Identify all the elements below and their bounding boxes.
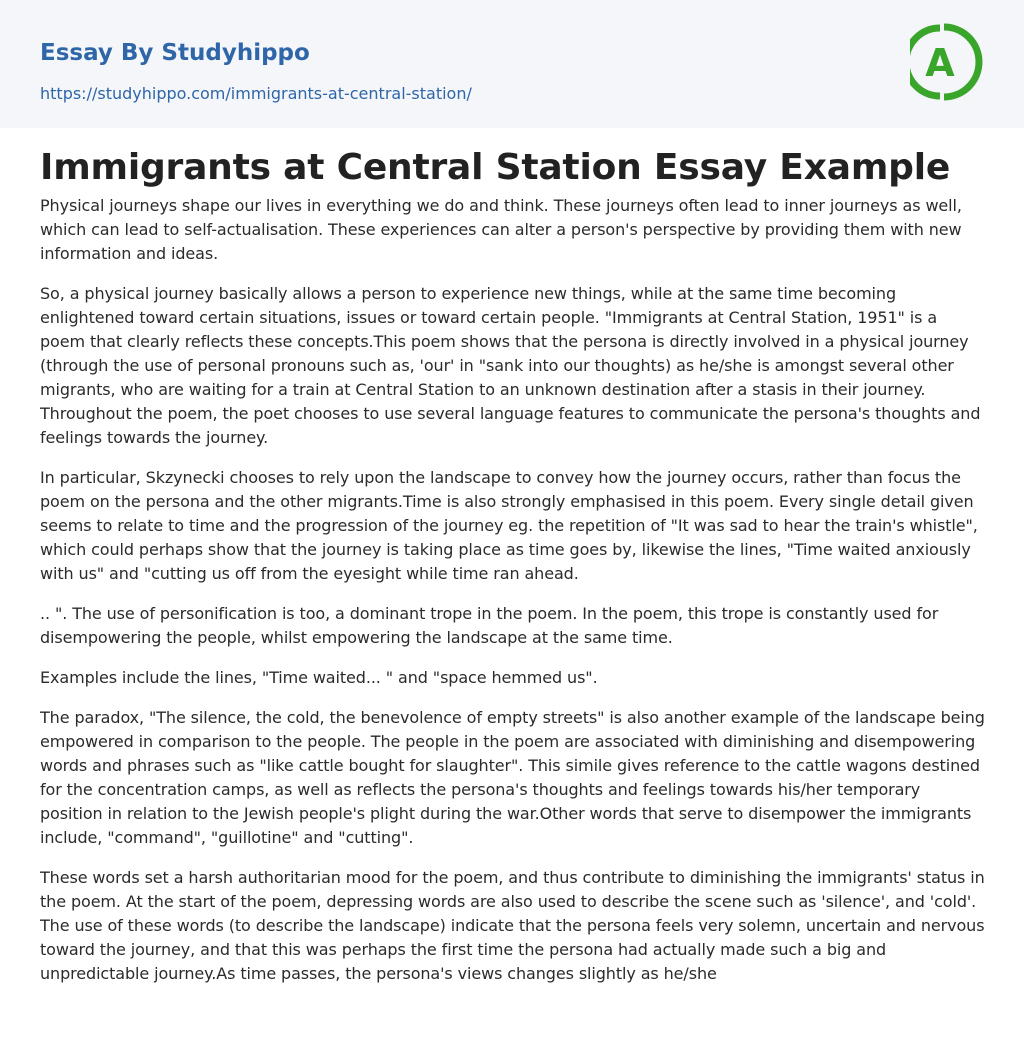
essay-paragraph: The paradox, "The silence, the cold, the benevolence of empty streets" is also another example of the landscape being empowered in comparison to the people. The people in the poem are associated with diminishing and disempowering words and phrases such as "like cattle bought for slaughter". This simile gives reference to the cattle wagons destined for the concentration camps, as well as reflects the persona's thoughts and feelings towards his/her temporary position in relation to the Jewish people's plight during the war.Other words that serve to disempower the immigrants include, "command", "guillotine" and "cutting".	[40, 708, 985, 847]
site-brand[interactable]: Essay By Studyhippo	[40, 40, 310, 66]
essay-body	[40, 194, 986, 1002]
essay-paragraph: Physical journeys shape our lives in everything we do and think. These journeys often lead to inner journeys as well, which can lead to self-actualisation. These experiences can alter a person's perspective by providing them with new information and ideas.	[40, 196, 962, 263]
article-url-link[interactable]: https://studyhippo.com/immigrants-at-central-station/	[40, 84, 472, 103]
essay-paragraph: So, a physical journey basically allows a person to experience new things, while at the same time becoming enlightened toward certain situations, issues or toward certain people. "Immigrants at Central Station, 1951" is a poem that clearly reflects these concepts.This poem shows that the persona is directly involved in a physical journey (through the use of personal pronouns such as, 'our' in "sank into our thoughts) as he/she is amongst several other migrants, who are waiting for a train at Central Station to an unknown destination after a stasis in their journey. Throughout the poem, the poet chooses to use several language features to communicate the persona's thoughts and feelings towards the journey.	[40, 284, 981, 447]
essay-paragraph: These words set a harsh authoritarian mood for the poem, and thus contribute to diminishing the immigrants' status in the poem. At the start of the poem, depressing words are also used to describe the scene such as 'silence', and 'cold'. The use of these words (to describe the landscape) indicate that the persona feels very solemn, uncertain and nervous toward the journey, and that this was perhaps the first time the persona had actually made such a big and unpredictable journey.As time passes, the persona's views changes slightly as he/she	[40, 868, 985, 983]
essay-paragraph: In particular, Skzynecki chooses to rely upon the landscape to convey how the journey occurs, rather than focus the poem on the persona and the other migrants.Time is also strongly emphasised in this poem. Every single detail given seems to relate to time and the progression of the journey eg. the repetition of "It was sad to hear the train's whistle", which could perhaps show that the journey is taking place as time goes by, likewise the lines, "Time waited anxiously with us" and "cutting us off from the eyesight while time ran ahead.	[40, 468, 978, 583]
logo-letter: A	[925, 41, 955, 85]
essay-paragraph: Examples include the lines, "Time waited... " and "space hemmed us".	[40, 668, 598, 687]
page-title: Immigrants at Central Station Essay Example	[40, 147, 951, 188]
essay-paragraph: .. ". The use of personification is too, a dominant trope in the poem. In the poem, this trope is constantly used for disempowering the people, whilst empowering the landscape at the same time.	[40, 604, 939, 647]
